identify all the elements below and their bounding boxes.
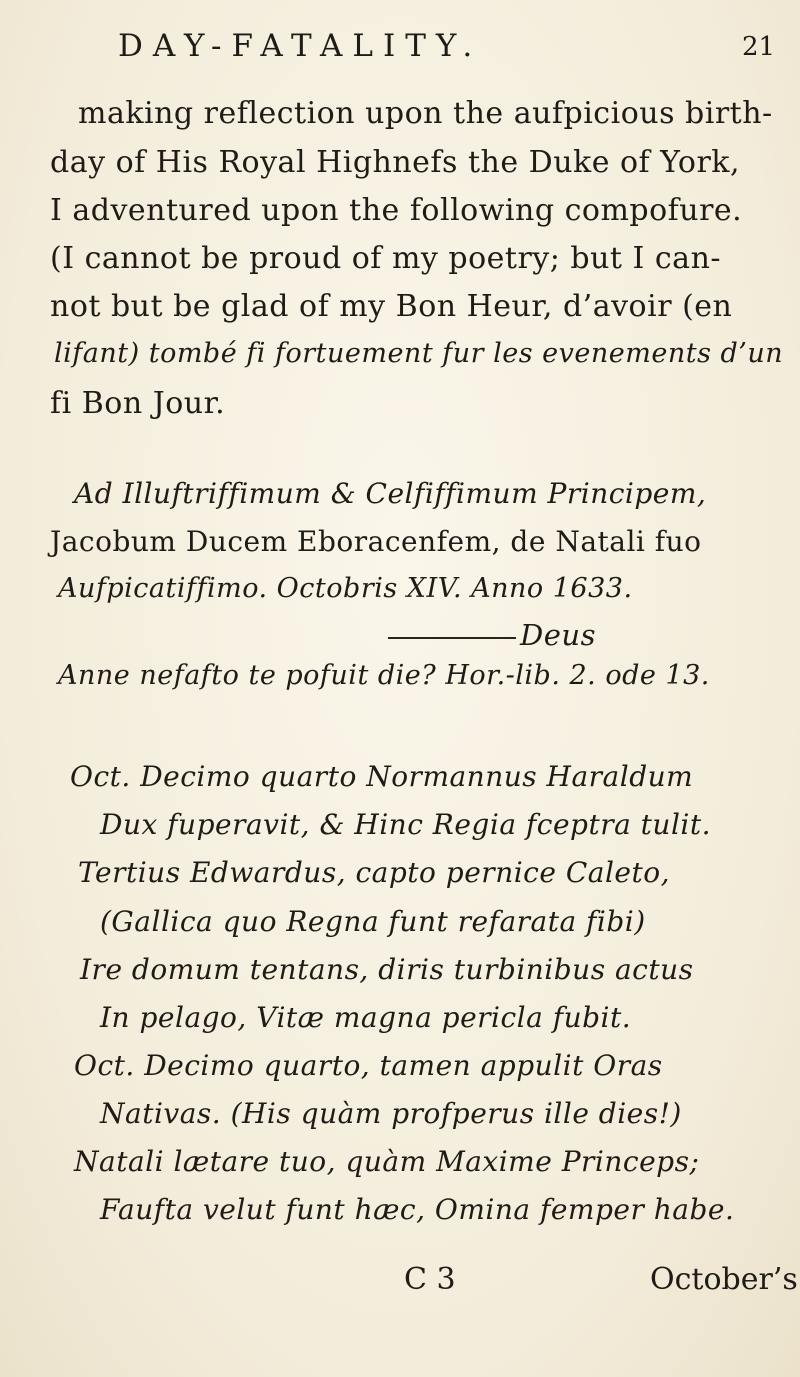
poem-line: Natali lætare tuo, quàm Maxime Princeps; [74,1145,700,1178]
poem-line: Oct. Decimo quarto Normannus Haraldum [70,760,694,793]
prose-line: I adventured upon the following compofure. [50,193,743,228]
prose-line: (I cannot be proud of my poetry; but I can- [50,241,722,276]
prose-line: not but be glad of my Bon Heur, d’avoir (en [50,289,733,324]
dedication-line: Aufpicatiffimo. Octobris XIV. Anno 1633. [58,573,633,604]
dedication-line: Ad Illuftriffimum & Celfiffimum Principem, [74,477,707,510]
epigraph-line: Anne nefafto te pofuit die? Hor.-lib. 2. ode 13. [58,660,710,691]
prose-line: day of His Royal Highnefs the Duke of York, [50,145,740,180]
poem-line: Oct. Decimo quarto, tamen appulit Oras [74,1049,663,1082]
epigraph-rule [388,637,516,639]
signature-mark: C 3 [404,1262,456,1297]
prose-line: fi Bon Jour. [50,386,226,421]
prose-line: making reflection upon the aufpicious birth- [78,96,773,131]
poem-line: (Gallica quo Regna funt refarata fibi) [100,905,646,938]
poem-line: Tertius Edwardus, capto pernice Caleto, [78,856,670,889]
dedication-line: Jacobum Ducem Eboracenfem, de Natali fuo [50,525,702,558]
epigraph-word: Deus [520,618,596,652]
prose-line: lifant) tombé fi fortuement fur les evenements d’un [54,338,784,369]
catchword: October’s [650,1262,798,1297]
poem-line: Ire domum tentans, diris turbinibus actus [80,953,694,986]
running-head: DAY-FATALITY. [118,28,483,64]
poem-line: In pelago, Vitæ magna pericla fubit. [100,1001,632,1034]
poem-line: Dux fuperavit, & Hinc Regia fceptra tulit. [100,808,712,841]
poem-line: Faufta velut funt hæc, Omina femper habe. [100,1193,735,1226]
page-number: 21 [742,32,776,62]
poem-line: Nativas. (His quàm profperus ille dies!) [100,1097,682,1130]
